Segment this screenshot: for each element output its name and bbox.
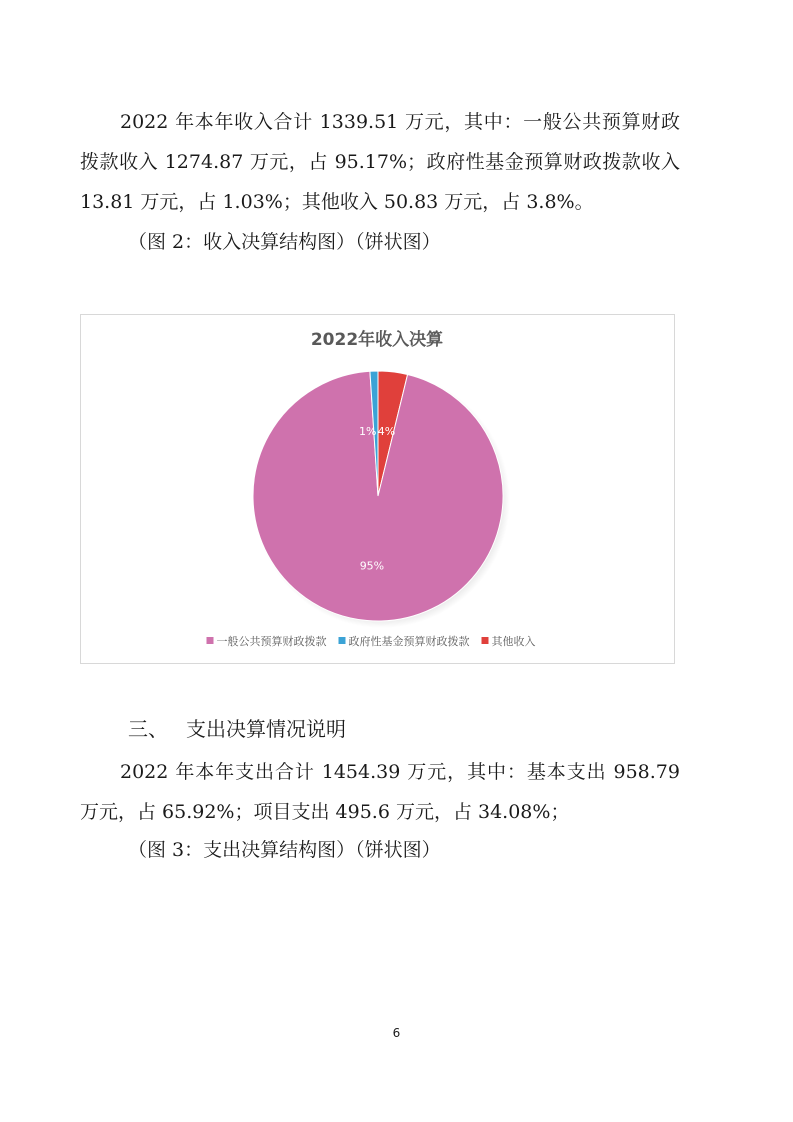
section3-title: 支出决算情况说明 (186, 717, 346, 741)
legend-label-1: 政府性基金预算财政拨款 (348, 635, 470, 648)
income-pie-chart (80, 314, 675, 664)
page-number: 6 (392, 1026, 401, 1040)
legend-swatch-1 (339, 637, 346, 644)
slice-label-0: 95% (359, 559, 385, 573)
section3-heading (128, 712, 346, 746)
legend-label-2: 其他收入 (491, 635, 536, 648)
expenditure-paragraph: 2022 年本年支出合计 1454.39 万元，其中：基本支出 958.79 万元，占 65.92%；项目支出 495.6 万元，占 34.08%； (80, 761, 680, 823)
slice-label-2: 4% (377, 425, 396, 439)
section3-number: 三、 (128, 717, 168, 741)
legend-swatch-2 (482, 637, 489, 644)
income-paragraph: 2022 年本年收入合计 1339.51 万元，其中：一般公共预算财政拨款收入 1274.87 万元，占 95.17%；政府性基金预算财政拨款收入 13.81 万元，占 1.03%；其他收入 50.83 万元，占 3.8%。 (80, 111, 680, 213)
slice-label-1: 1% (359, 425, 377, 439)
chart-title: 2022年收入决算 (310, 330, 444, 350)
figure2-caption: （图 2：收入决算结构图）（饼状图） (128, 231, 441, 253)
figure3-caption: （图 3：支出决算结构图）（饼状图） (128, 839, 441, 861)
legend-label-0: 一般公共预算财政拨款 (216, 635, 327, 648)
pie-chart-svg (81, 315, 674, 663)
legend-swatch-0 (207, 637, 214, 644)
